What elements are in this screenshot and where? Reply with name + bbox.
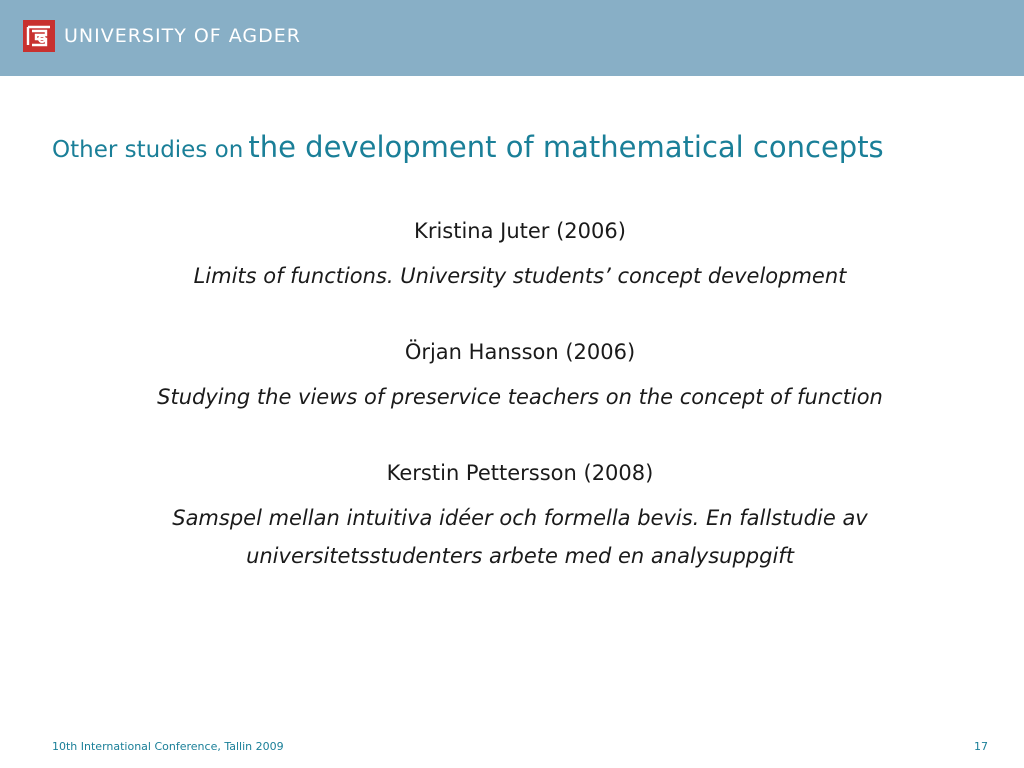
- study-entry: [40, 335, 1000, 416]
- work-title-line: Studying the views of preservice teachers on the concept of function: [157, 385, 883, 409]
- header-bar: [0, 0, 1024, 76]
- work-title-line: universitetsstudenters arbete med en analysuppgift: [246, 544, 794, 568]
- study-author: Kristina Juter (2006): [414, 219, 626, 243]
- study-entry: [40, 456, 1000, 575]
- study-author: Kerstin Pettersson (2008): [386, 461, 654, 485]
- work-title-line: Limits of functions. University students’ concept development: [193, 264, 847, 288]
- study-list: [40, 214, 1000, 615]
- study-author: Örjan Hansson (2006): [404, 340, 636, 364]
- title-prefix: Other studies on: [52, 137, 244, 163]
- study-work-title: [40, 499, 1000, 575]
- slide-title: [52, 130, 992, 164]
- work-title-line: Samspel mellan intuitiva idéer och formella bevis. En fallstudie av: [172, 506, 868, 530]
- footer-conference: 10th International Conference, Tallin 2009: [52, 740, 284, 753]
- university-logo-icon: [22, 19, 56, 53]
- logo-text: UNIVERSITY OF AGDER: [64, 25, 301, 47]
- title-main: the development of mathematical concepts: [248, 130, 884, 164]
- university-logo: [22, 18, 301, 54]
- study-work-title: [40, 257, 1000, 295]
- footer-page-number: 17: [974, 740, 988, 753]
- study-entry: [40, 214, 1000, 295]
- study-work-title: [40, 378, 1000, 416]
